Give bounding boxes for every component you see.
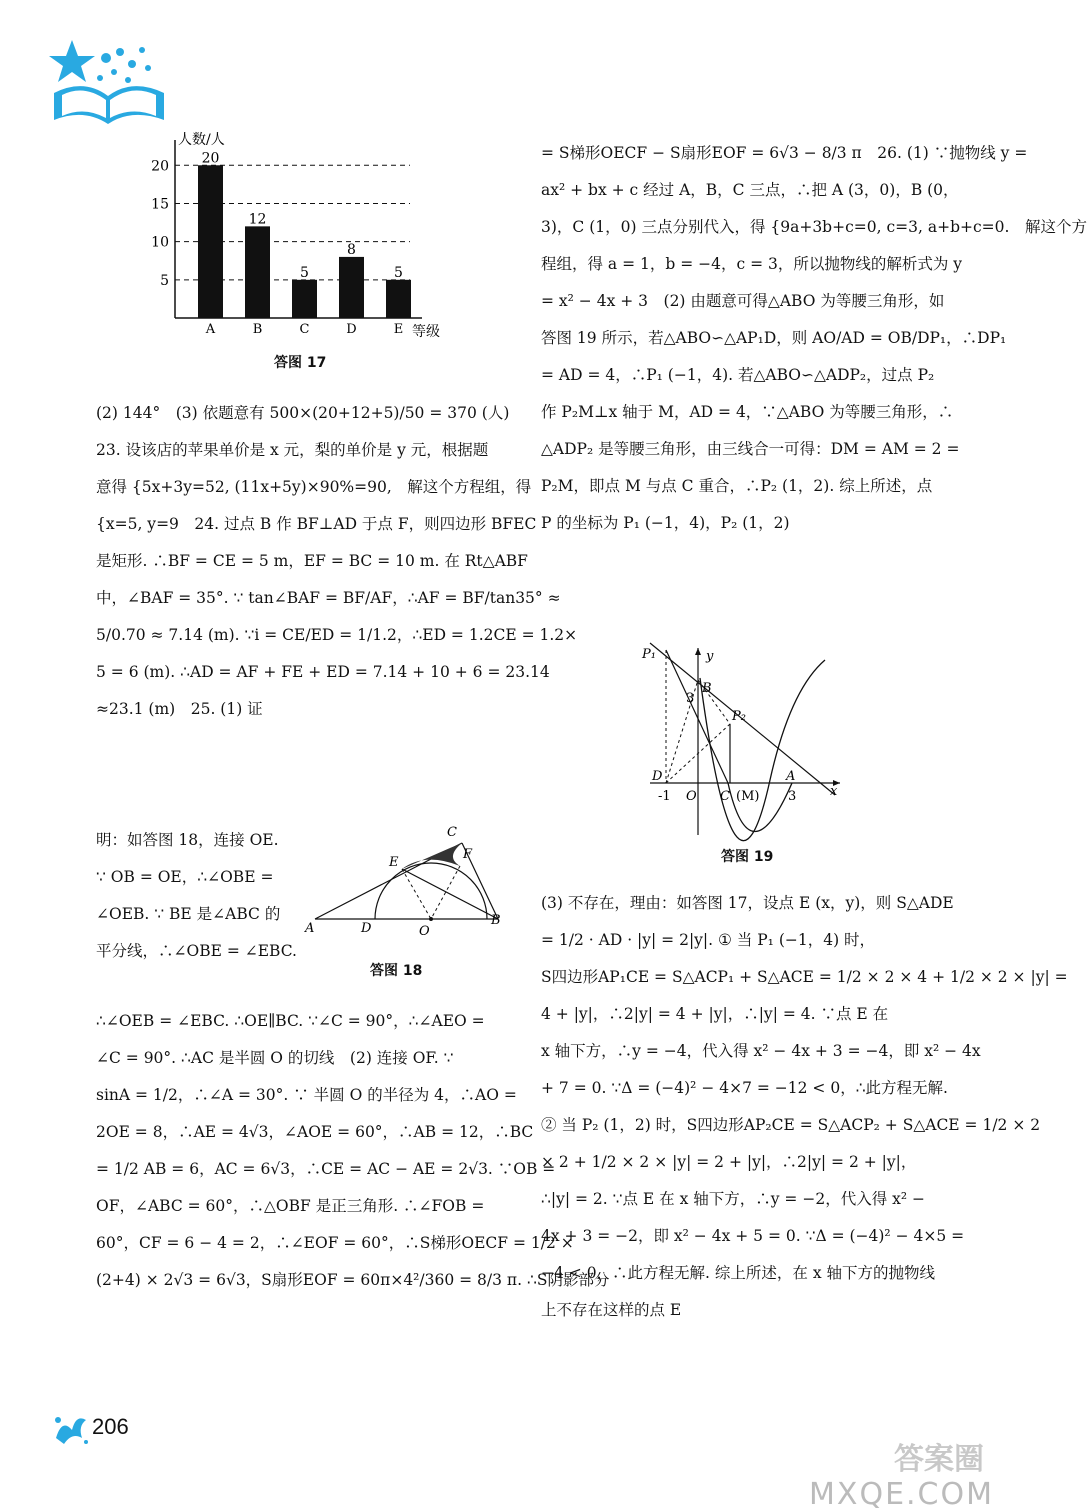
bar-value-label: 20: [201, 150, 220, 167]
text-line: + 7 = 0. ∵Δ = (−4)² − 4×7 = −12 < 0，∴此方程无解.: [541, 1079, 948, 1097]
label-B: B: [702, 681, 712, 696]
text-line: OF，∠ABC = 60°，∴△OBF 是正三角形. ∴∠FOB =: [96, 1197, 485, 1215]
text-line: x 轴下方，∴y = −4，代入得 x² − 4x + 3 = −4，即 x² − 4x: [541, 1042, 981, 1060]
label-O: O: [419, 924, 430, 939]
x-tick-label: A: [205, 322, 216, 337]
label-neg1: -1: [658, 789, 671, 804]
bar-chart-fig17: [150, 130, 450, 350]
chart-ticks: [151, 158, 403, 337]
x-tick-label: E: [393, 322, 404, 337]
label-B: B: [491, 913, 501, 928]
label-C: C: [720, 789, 730, 804]
x-tick-label: B: [252, 322, 263, 337]
text-line: ∴|y| = 2. ∵点 E 在 x 轴下方，∴y = −2，代入得 x² −: [541, 1190, 925, 1208]
y-tick-label: 5: [160, 272, 169, 289]
text-line: 23. 设该店的苹果单价是 x 元，梨的单价是 y 元，根据题: [96, 441, 489, 459]
fig17-caption: 答图 17: [274, 355, 327, 371]
label-P1: P₁: [642, 647, 656, 662]
right-column-text-2: [541, 885, 1068, 1329]
splash-decoration-icon: [52, 1408, 92, 1448]
x-tick-label: D: [346, 322, 357, 337]
text-line: 4x + 3 = −2，即 x² − 4x + 5 = 0. ∵Δ = (−4)² − 4×5 =: [541, 1227, 965, 1245]
text-line: 4 + |y|，∴2|y| = 4 + |y|，∴|y| = 4. ∵点 E 在: [541, 1005, 889, 1023]
text-line: ∠C = 90°. ∴AC 是半圆 O 的切线 (2) 连接 OF. ∵: [96, 1049, 454, 1067]
label-P2: P₂: [732, 709, 746, 724]
text-line: 60°，CF = 6 − 4 = 2，∴∠EOF = 60°，∴S梯形OECF = 1/2 ×: [96, 1234, 574, 1252]
text-line: ≈23.1 (m) 25. (1) 证: [96, 700, 263, 718]
label-O: O: [686, 789, 697, 804]
bar-A: [198, 165, 223, 318]
watermark-url: MXQE.COM: [809, 1477, 994, 1512]
text-line: P₂M，即点 M 与点 C 重合，∴P₂ (1，2). 综上所述，点: [541, 477, 933, 495]
bar-C: [292, 280, 317, 318]
y-axis-label: 人数/人: [178, 132, 225, 148]
text-line: 程组，得 a = 1，b = −4，c = 3，所以抛物线的解析式为 y: [541, 255, 963, 273]
text-line: △ADP₂ 是等腰三角形，由三线合一可得：DM = AM = 2 =: [541, 440, 960, 458]
y-tick-label: 15: [151, 196, 169, 213]
text-line: = 1/2 AB = 6，AC = 6√3，∴CE = AC − AE = 2√3. ∵OB =: [96, 1160, 556, 1178]
text-line: ∵ OB = OE，∴∠OBE =: [96, 868, 274, 886]
label-A: A: [305, 921, 315, 936]
x-tick-label: C: [299, 322, 310, 337]
x-axis-label: 等级: [412, 324, 440, 340]
text-line: 中，∠BAF = 35°. ∵ tan∠BAF = BF/AF，∴AF = BF/tan35° ≈: [96, 589, 561, 607]
label-C: C: [447, 825, 457, 840]
text-line: 是矩形. ∴BF = CE = 5 m，EF = BC = 10 m. 在 Rt△ABF: [96, 552, 528, 570]
text-line: 上不存在这样的点 E: [541, 1301, 682, 1319]
text-line: ∠OEB. ∵ BE 是∠ABC 的: [96, 905, 281, 923]
label-D: D: [652, 769, 663, 784]
bar-D: [339, 257, 364, 318]
text-line: −4 < 0，∴此方程无解. 综上所述，在 x 轴下方的抛物线: [541, 1264, 936, 1282]
text-line: 3)，C (1，0) 三点分别代入，得 {9a+3b+c=0, c=3, a+b+c=0. 解这个方: [541, 218, 1087, 236]
text-line: × 2 + 1/2 × 2 × |y| = 2 + |y|，∴2|y| = 2 + |y|，: [541, 1153, 917, 1171]
label-D: D: [361, 921, 372, 936]
text-line: (2+4) × 2√3 = 6√3，S扇形EOF = 60π×4²/360 = 8/3 π. ∴S阴影部分: [96, 1271, 610, 1289]
fig19-caption: 答图 19: [721, 849, 774, 865]
label-3-y: 3: [686, 691, 695, 706]
text-line: {x=5, y=9 24. 过点 B 作 BF⊥AD 于点 F，则四边形 BFEC: [96, 515, 537, 533]
label-A: A: [786, 769, 796, 784]
label-E: E: [389, 855, 399, 870]
geometry-figure-18: [305, 822, 515, 942]
page-number: 206: [92, 1414, 129, 1439]
text-line: P 的坐标为 P₁ (−1，4)，P₂ (1，2): [541, 514, 790, 532]
watermark-chinese: 答案圈: [894, 1442, 984, 1477]
left-column-text: [96, 395, 578, 728]
text-line: ax² + bx + c 经过 A，B，C 三点，∴把 A (3，0)，B (0，: [541, 181, 959, 199]
text-line: S四边形AP₁CE = S△ACP₁ + S△ACE = 1/2 × 2 × 4 + 1/2 × 2 × |y| =: [541, 968, 1068, 986]
text-line: ∴∠OEB = ∠EBC. ∴OE∥BC. ∵∠C = 90°，∴∠AEO =: [96, 1012, 485, 1030]
text-line: 答图 19 所示，若△ABO∽△AP₁D，则 AO/AD = OB/DP₁，∴DP₁: [541, 329, 1007, 347]
text-line: 意得 {5x+3y=52, (11x+5y)×90%=90, 解这个方程组，得: [96, 478, 532, 496]
text-line: 5 = 6 (m). ∴AD = AF + FE + ED = 7.14 + 10 + 6 = 23.14: [96, 663, 550, 681]
bar-B: [245, 226, 270, 318]
text-line: 明：如答图 18，连接 OE.: [96, 831, 279, 849]
label-y: y: [706, 649, 714, 664]
label-3-x: 3: [788, 789, 797, 804]
left-column-text-2: [96, 1003, 610, 1299]
bar-value-label: 8: [347, 241, 356, 258]
bar-value-label: 5: [394, 264, 403, 281]
y-tick-label: 10: [151, 234, 169, 251]
label-F: F: [463, 847, 473, 862]
book-star-logo-icon: [44, 38, 174, 128]
bar-E: [386, 280, 411, 318]
text-line: (2) 144° (3) 依题意有 500×(20+12+5)/50 = 370 (人): [96, 404, 510, 422]
text-line: = S梯形OECF − S扇形EOF = 6√3 − 8/3 π 26. (1) ∵抛物线 y =: [541, 144, 1028, 162]
text-line: ② 当 P₂ (1，2) 时，S四边形AP₂CE = S△ACP₂ + S△ACE = 1/2 × 2: [541, 1116, 1041, 1134]
text-line: 5/0.70 ≈ 7.14 (m). ∵i = CE/ED = 1/1.2，∴ED = 1.2CE = 1.2×: [96, 626, 578, 644]
right-column-text: [541, 135, 1087, 542]
label-x: x: [830, 784, 838, 799]
bar-value-label: 12: [248, 211, 267, 228]
text-line: 平分线，∴∠OBE = ∠EBC.: [96, 942, 297, 960]
label-M: (M): [736, 789, 760, 804]
left-fig18-side-text: [96, 822, 296, 970]
parabola-figure-19: [640, 640, 855, 840]
text-line: 作 P₂M⊥x 轴于 M，AD = 4，∵△ABO 为等腰三角形，∴: [541, 403, 954, 421]
text-line: (3) 不存在，理由：如答图 17，设点 E (x，y)，则 S△ADE: [541, 894, 954, 912]
fig18-caption: 答图 18: [370, 963, 423, 979]
text-line: = AD = 4，∴P₁ (−1，4). 若△ABO∽△ADP₂，过点 P₂: [541, 366, 935, 384]
text-line: sinA = 1/2，∴∠A = 30°. ∵ 半圆 O 的半径为 4，∴AO =: [96, 1086, 517, 1104]
text-line: = 1/2 · AD · |y| = 2|y|. ① 当 P₁ (−1，4) 时，: [541, 931, 876, 949]
text-line: 2OE = 8，∴AE = 4√3，∠AOE = 60°，∴AB = 12，∴BC: [96, 1123, 534, 1141]
bar-value-label: 5: [300, 264, 309, 281]
chart-bars: [198, 150, 411, 318]
y-tick-label: 20: [151, 158, 169, 175]
text-line: = x² − 4x + 3 (2) 由题意可得△ABO 为等腰三角形，如: [541, 292, 945, 310]
